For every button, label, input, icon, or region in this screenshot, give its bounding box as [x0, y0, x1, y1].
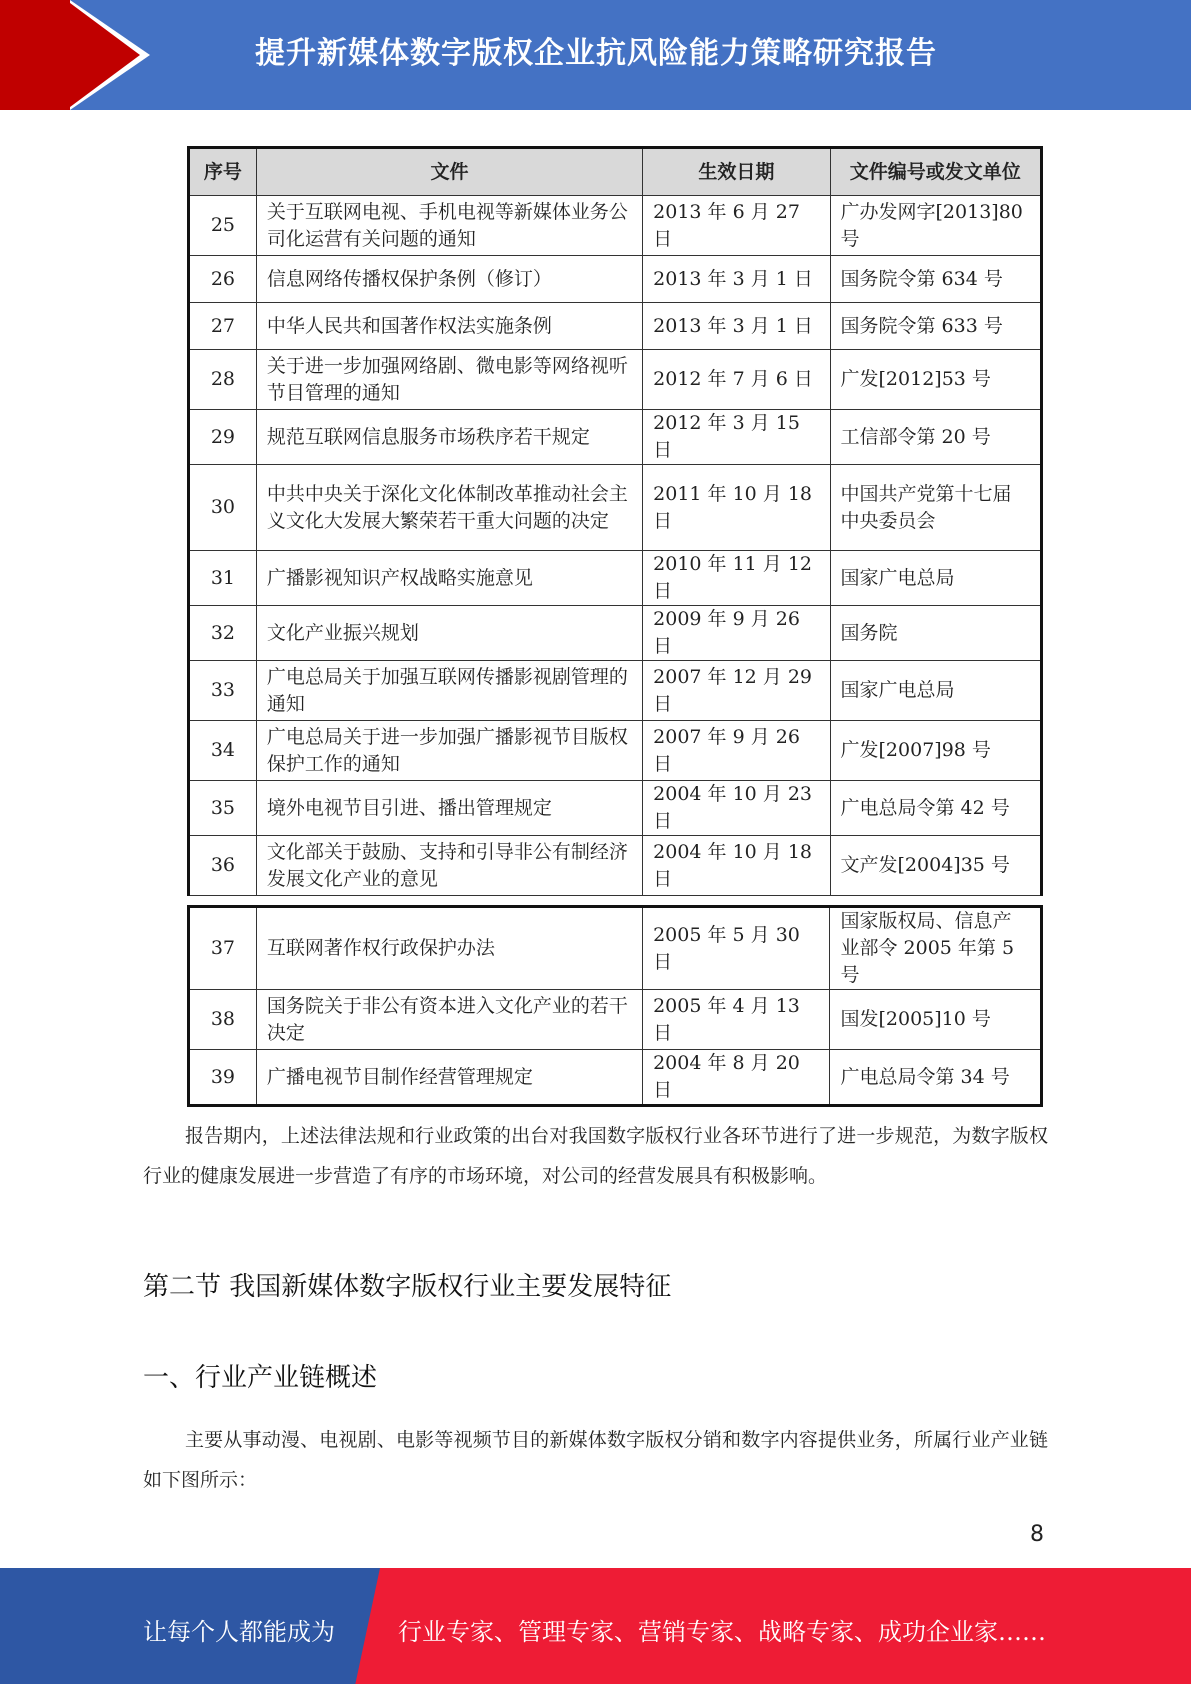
cell-issuer: 工信部令第 20 号 — [830, 410, 1041, 465]
cell-document: 文化产业振兴规划 — [256, 606, 642, 661]
cell-no: 31 — [189, 551, 257, 606]
cell-document: 广电总局关于进一步加强广播影视节目版权保护工作的通知 — [256, 721, 642, 781]
cell-date: 2012 年 3 月 15 日 — [643, 410, 830, 465]
cell-document: 中华人民共和国著作权法实施条例 — [256, 303, 642, 350]
table-row — [189, 836, 1042, 896]
cell-date: 2013 年 6 月 27 日 — [643, 196, 830, 256]
cell-no: 36 — [189, 836, 257, 896]
cell-no: 37 — [189, 907, 257, 990]
cell-date: 2005 年 4 月 13 日 — [643, 990, 830, 1050]
page-number: 8 — [1030, 1522, 1044, 1547]
cell-date: 2004 年 10 月 18 日 — [643, 836, 830, 896]
cell-date: 2010 年 11 月 12 日 — [643, 551, 830, 606]
cell-issuer: 广发[2012]53 号 — [830, 350, 1041, 410]
cell-document: 互联网著作权行政保护办法 — [256, 907, 642, 990]
report-title: 提升新媒体数字版权企业抗风险能力策略研究报告 — [255, 36, 937, 71]
table-row — [189, 196, 1042, 256]
cell-document: 关于进一步加强网络剧、微电影等网络视听节目管理的通知 — [256, 350, 642, 410]
cell-document: 境外电视节目引进、播出管理规定 — [256, 781, 642, 836]
cell-document: 文化部关于鼓励、支持和引导非公有制经济发展文化产业的意见 — [256, 836, 642, 896]
cell-date: 2004 年 10 月 23 日 — [643, 781, 830, 836]
cell-no: 35 — [189, 781, 257, 836]
cell-issuer: 国家广电总局 — [830, 551, 1041, 606]
subsection-title: 一、行业产业链概述 — [143, 1363, 378, 1393]
regulation-table-part1 — [187, 146, 1043, 896]
page-header — [0, 0, 1191, 110]
cell-no: 25 — [189, 196, 257, 256]
table-header-row — [189, 148, 1042, 196]
regulation-table-part2 — [187, 905, 1043, 1107]
table-row — [189, 990, 1042, 1050]
col-header-document: 文件 — [256, 148, 642, 196]
cell-issuer: 广发[2007]98 号 — [830, 721, 1041, 781]
table-row — [189, 606, 1042, 661]
cell-document: 广播影视知识产权战略实施意见 — [256, 551, 642, 606]
cell-issuer: 广电总局令第 34 号 — [830, 1050, 1042, 1106]
cell-no: 27 — [189, 303, 257, 350]
cell-no: 26 — [189, 256, 257, 303]
table-row — [189, 781, 1042, 836]
cell-issuer: 广办发网字[2013]80号 — [830, 196, 1041, 256]
cell-document: 信息网络传播权保护条例（修订） — [256, 256, 642, 303]
cell-issuer: 中国共产党第十七届中央委员会 — [830, 465, 1041, 551]
table-row — [189, 465, 1042, 551]
table-row — [189, 661, 1042, 721]
cell-issuer: 国发[2005]10 号 — [830, 990, 1042, 1050]
col-header-date: 生效日期 — [643, 148, 830, 196]
table-row — [189, 256, 1042, 303]
cell-issuer: 国务院 — [830, 606, 1041, 661]
footer-slogan-left: 让每个人都能成为 — [143, 1618, 335, 1646]
cell-no: 29 — [189, 410, 257, 465]
cell-no: 33 — [189, 661, 257, 721]
page-footer — [0, 1568, 1191, 1684]
cell-date: 2007 年 9 月 26 日 — [643, 721, 830, 781]
table-row — [189, 551, 1042, 606]
cell-document: 国务院关于非公有资本进入文化产业的若干决定 — [256, 990, 642, 1050]
cell-no: 32 — [189, 606, 257, 661]
table-row — [189, 1050, 1042, 1106]
table-row — [189, 350, 1042, 410]
cell-date: 2011 年 10 月 18 日 — [643, 465, 830, 551]
cell-document: 关于互联网电视、手机电视等新媒体业务公司化运营有关问题的通知 — [256, 196, 642, 256]
cell-document: 中共中央关于深化文化体制改革推动社会主义文化大发展大繁荣若干重大问题的决定 — [256, 465, 642, 551]
summary-paragraph: 报告期内，上述法律法规和行业政策的出台对我国数字版权行业各环节进行了进一步规范，为数字版权行业的健康发展进一步营造了有序的市场环境，对公司的经营发展具有积极影响。 — [143, 1125, 1048, 1187]
cell-no: 28 — [189, 350, 257, 410]
section-title: 第二节 我国新媒体数字版权行业主要发展特征 — [143, 1272, 672, 1302]
cell-no: 38 — [189, 990, 257, 1050]
cell-document: 规范互联网信息服务市场秩序若干规定 — [256, 410, 642, 465]
cell-issuer: 国家广电总局 — [830, 661, 1041, 721]
cell-date: 2012 年 7 月 6 日 — [643, 350, 830, 410]
cell-date: 2004 年 8 月 20 日 — [643, 1050, 830, 1106]
table-row — [189, 721, 1042, 781]
table-row — [189, 907, 1042, 990]
industry-chain-paragraph: 主要从事动漫、电视剧、电影等视频节目的新媒体数字版权分销和数字内容提供业务，所属行业产业链如下图所示： — [143, 1429, 1048, 1491]
cell-date: 2013 年 3 月 1 日 — [643, 303, 830, 350]
cell-document: 广电总局关于加强互联网传播影视剧管理的通知 — [256, 661, 642, 721]
header-red-chevron — [66, 0, 140, 110]
cell-no: 39 — [189, 1050, 257, 1106]
cell-document: 广播电视节目制作经营管理规定 — [256, 1050, 642, 1106]
cell-issuer: 国务院令第 633 号 — [830, 303, 1041, 350]
cell-no: 34 — [189, 721, 257, 781]
cell-date: 2005 年 5 月 30 日 — [643, 907, 830, 990]
cell-date: 2013 年 3 月 1 日 — [643, 256, 830, 303]
col-header-issuer: 文件编号或发文单位 — [830, 148, 1041, 196]
table-row — [189, 410, 1042, 465]
cell-issuer: 国务院令第 634 号 — [830, 256, 1041, 303]
cell-issuer: 国家版权局、信息产业部令 2005 年第 5 号 — [830, 907, 1042, 990]
header-red-block — [0, 0, 70, 110]
col-header-no: 序号 — [189, 148, 257, 196]
cell-no: 30 — [189, 465, 257, 551]
cell-date: 2007 年 12 月 29 日 — [643, 661, 830, 721]
footer-slogan-right: 行业专家、管理专家、营销专家、战略专家、成功企业家…… — [398, 1618, 1046, 1646]
cell-issuer: 文产发[2004]35 号 — [830, 836, 1041, 896]
cell-date: 2009 年 9 月 26 日 — [643, 606, 830, 661]
cell-issuer: 广电总局令第 42 号 — [830, 781, 1041, 836]
table-row — [189, 303, 1042, 350]
